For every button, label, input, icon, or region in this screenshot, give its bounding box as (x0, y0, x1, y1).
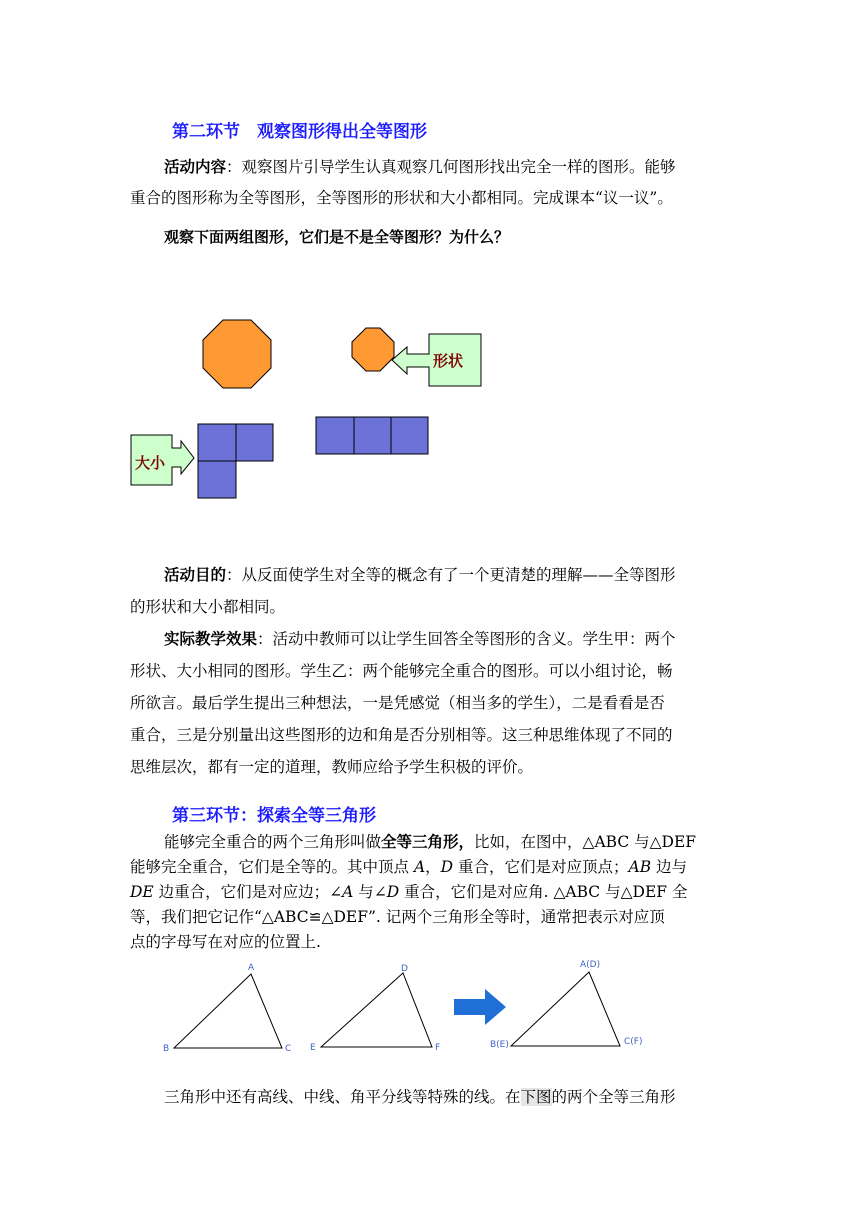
small-octagon (352, 328, 394, 371)
goal-text-1: ：从反面使学生对全等的概念有了一个更清楚的理解——全等图形 (226, 566, 676, 584)
s3-angle-d: ∠D (373, 883, 400, 901)
row-square-1 (316, 417, 354, 454)
effect-line-2: 形状、大小相同的图形。学生乙：两个能够完全重合的图形。可以小组讨论，畅 (130, 662, 673, 680)
l-square-3 (198, 461, 236, 498)
label-cf: C(F) (624, 1037, 643, 1047)
activity-label: 活动内容 (164, 158, 227, 176)
s3-line2-c: 重合，它们是对应顶点； (453, 858, 629, 876)
s3-line2-d: 边与 (651, 858, 688, 876)
row-square-2 (354, 417, 391, 454)
s3-line-2 (130, 855, 730, 879)
s3-line1-a: 能够完全重合的两个三角形叫做 (164, 833, 382, 851)
highlighted-word: 下图 (520, 1088, 552, 1106)
s3-side-ab: AB (628, 858, 652, 876)
effect-line-4: 重合，三是分别量出这些图形的边和角是否分别相等。这三种思维体现了不同的 (130, 726, 673, 744)
s3-side-de: DE (130, 883, 154, 901)
final-line-a: 三角形中还有高线、中线、角平分线等特殊的线。在 (164, 1088, 521, 1106)
shape-label: 形状 (433, 352, 464, 370)
row-square-3 (391, 417, 428, 454)
s3-line1-bold: 全等三角形， (381, 833, 475, 851)
label-a: A (248, 963, 255, 973)
effect-line-3: 所欲言。最后学生提出三种想法，一是凭感觉（相当多的学生），二是看看是否 (130, 694, 665, 712)
label-c: C (285, 1044, 292, 1054)
s3-vertex-d: D (440, 858, 454, 876)
question-text: 观察下面两组图形，它们是不是全等图形？为什么？ (164, 228, 510, 246)
s3-line3-a: 边重合，它们是对应边； (153, 883, 330, 901)
section3-heading: 第三环节：探索全等三角形 (172, 806, 376, 826)
s3-line3-b: 与 (353, 883, 374, 901)
triangles-figure (155, 955, 665, 1055)
effect-label: 实际教学效果 (164, 630, 258, 648)
goal-text-line2: 的形状和大小都相同。 (130, 598, 286, 616)
s3-line-1 (130, 830, 730, 854)
effect-text-1: ：活动中教师可以让学生回答全等图形的含义。学生甲：两个 (257, 630, 676, 648)
label-be: B(E) (490, 1040, 509, 1050)
label-b: B (163, 1044, 170, 1054)
final-line-b: 的两个全等三角形 (551, 1088, 676, 1106)
label-e: E (310, 1043, 316, 1053)
right-arrow-icon (454, 989, 506, 1025)
s3-line-5: 点的字母写在对应的位置上. (130, 933, 321, 951)
l-square-2 (236, 424, 273, 461)
triangle-overlap (511, 972, 620, 1046)
s3-line2-b: ， (425, 858, 441, 876)
s3-line-4: 等，我们把它记作“△ABC≌△DEF”. 记两个三角形全等时，通常把表示对应顶 (130, 908, 665, 926)
triangle-def (321, 973, 432, 1047)
final-line (130, 1082, 730, 1113)
effect-line-5: 思维层次，都有一定的道理，教师应给予学生积极的评价。 (130, 758, 534, 776)
activity-text-line2: 重合的图形称为全等图形，全等图形的形状和大小都相同。完成课本“议一议”。 (130, 189, 673, 207)
label-f: F (435, 1043, 441, 1053)
effect-line-1 (130, 624, 730, 655)
s3-angle-a: ∠A (329, 883, 354, 901)
goal-label: 活动目的 (164, 566, 227, 584)
label-d: D (401, 964, 408, 974)
congruence-figure (120, 310, 500, 510)
activity-text-1: ：观察图片引导学生认真观察几何图形找出完全一样的图形。能够 (226, 158, 676, 176)
goal-paragraph (130, 560, 730, 591)
l-square-1 (198, 424, 236, 461)
activity-paragraph (130, 152, 730, 183)
triangle-abc (174, 974, 282, 1048)
large-octagon (203, 320, 271, 388)
s3-line3-c: 重合，它们是对应角. △ABC 与△DEF 全 (399, 883, 688, 901)
s3-line1-b: 比如，在图中，△ABC 与△DEF (474, 833, 697, 851)
s3-vertex-a: A (413, 858, 426, 876)
size-label: 大小 (135, 454, 166, 472)
s3-line-3 (130, 880, 730, 904)
section2-heading: 第二环节 观察图形得出全等图形 (172, 122, 427, 142)
s3-line2-a: 能够完全重合，它们是全等的。其中顶点 (130, 858, 414, 876)
label-ad: A(D) (580, 960, 601, 970)
